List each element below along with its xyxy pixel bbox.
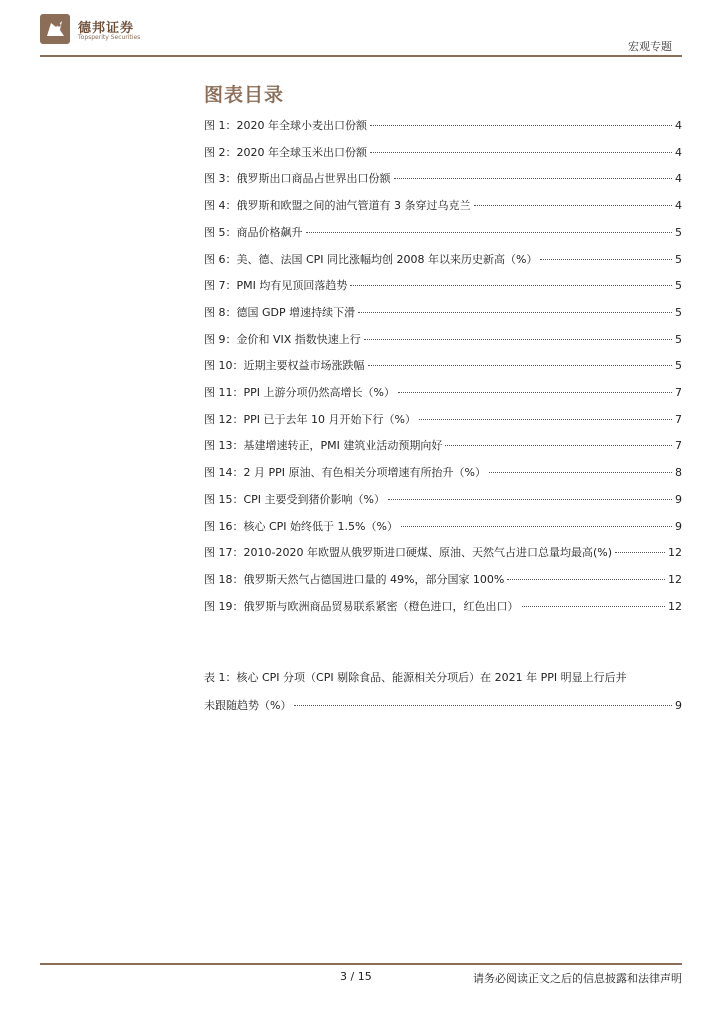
toc-entry-page: 5: [675, 252, 682, 266]
page-header: [40, 10, 682, 58]
toc-entry-label: 图 13：基建增速转正，PMI 建筑业活动预期向好: [204, 439, 443, 453]
logo-chinese-name: 德邦证券: [78, 21, 135, 36]
toc-title: 图表目录: [204, 84, 285, 106]
toc-entry-page: 12: [668, 599, 682, 613]
dot-leader: [489, 472, 672, 473]
dot-leader: [370, 152, 672, 153]
toc-entry-page: 4: [675, 199, 682, 213]
toc-entry-page: 5: [675, 359, 682, 373]
toc-entry[interactable]: [204, 598, 682, 616]
toc-entry-page: 4: [675, 145, 682, 159]
dot-leader: [294, 705, 672, 706]
toc-entry[interactable]: [204, 491, 682, 509]
section-tag: 宏观专题: [628, 40, 672, 53]
toc-entry-label: 图 2：2020 年全球玉米出口份额: [204, 145, 367, 159]
dot-leader: [394, 178, 673, 179]
toc-entry-page: 7: [675, 386, 682, 399]
toc-entry-label: 图 18：俄罗斯天然气占德国进口量的 49%，部分国家 100%: [204, 572, 505, 586]
toc-entry-label: 图 12：PPI 已于去年 10 月开始下行（%）: [204, 412, 416, 426]
toc-entry-label: 图 9：金价和 VIX 指数快速上行: [204, 332, 361, 346]
toc-entry-label: 图 5：商品价格飙升: [204, 225, 303, 239]
table-entry-label-line2: 未跟随趋势（%）: [204, 699, 292, 712]
dot-leader: [507, 579, 665, 580]
dot-leader: [401, 526, 672, 527]
toc-entry-page: 5: [675, 305, 682, 319]
toc-entry-label: 图 11：PPI 上游分项仍然高增长（%）: [204, 386, 395, 399]
dot-leader: [398, 392, 672, 393]
page-number: 3 / 15: [340, 970, 372, 983]
dot-leader: [540, 259, 672, 260]
toc-entry-label: 图 19：俄罗斯与欧洲商品贸易联系紧密（橙色进口，红色出口）: [204, 599, 519, 613]
logo-english-name: Topsperity Securities: [78, 34, 141, 41]
dot-leader: [445, 445, 672, 446]
footer-divider: [40, 963, 682, 965]
toc-entry[interactable]: [204, 544, 682, 562]
toc-entry[interactable]: [204, 251, 682, 269]
toc-entry-page: 12: [668, 546, 682, 560]
legal-disclaimer: 请务必阅读正文之后的信息披露和法律声明: [473, 972, 682, 985]
dot-leader: [474, 205, 673, 206]
toc-entry-label: 图 17：2010-2020 年欧盟从俄罗斯进口硬煤、原油、天然气占进口总量均最高(%): [204, 546, 612, 560]
toc-entry[interactable]: [204, 170, 682, 188]
dot-leader: [522, 606, 666, 607]
toc-entry[interactable]: [204, 437, 682, 455]
toc-entry-label: 图 16：核心 CPI 始终低于 1.5%（%）: [204, 519, 398, 533]
table-entry-label-line1: 表 1：核心 CPI 分项（CPI 剔除食品、能源相关分项后）在 2021 年 PPI 明显上行后并: [204, 671, 627, 684]
toc-entry[interactable]: [204, 384, 682, 402]
dot-leader: [388, 499, 672, 500]
toc-entry[interactable]: [204, 224, 682, 242]
dot-leader: [419, 419, 672, 420]
toc-entry-page: 9: [675, 492, 682, 506]
toc-entry[interactable]: [204, 197, 682, 215]
toc-entry-label: 图 8：德国 GDP 增速持续下滑: [204, 305, 356, 319]
dot-leader: [306, 232, 673, 233]
dot-leader: [370, 125, 672, 126]
toc-entry[interactable]: [204, 277, 682, 295]
toc-entry-page: 4: [675, 172, 682, 186]
toc-entry-page: 8: [675, 466, 682, 480]
toc-entry[interactable]: [204, 571, 682, 589]
toc-entry-label: 图 15：CPI 主要受到猪价影响（%）: [204, 492, 385, 506]
toc-entry[interactable]: [204, 411, 682, 429]
toc-entry[interactable]: [204, 304, 682, 322]
logo-emblem-icon: [40, 14, 70, 44]
toc-entry-label: 图 1：2020 年全球小麦出口份额: [204, 119, 367, 132]
dot-leader: [364, 339, 672, 340]
toc-entry-page: 12: [668, 572, 682, 586]
dot-leader: [350, 285, 672, 286]
toc-entry[interactable]: [204, 464, 682, 482]
toc-entry[interactable]: [204, 117, 682, 135]
toc-entry[interactable]: [204, 144, 682, 162]
toc-entry-page: 7: [675, 439, 682, 453]
toc-entry-page: 5: [675, 279, 682, 293]
toc-entry-page: 7: [675, 412, 682, 426]
toc-entry[interactable]: [204, 331, 682, 349]
toc-entry-label: 图 14：2 月 PPI 原油、有色相关分项增速有所抬升（%）: [204, 466, 486, 480]
toc-entry-label: 图 4：俄罗斯和欧盟之间的油气管道有 3 条穿过乌克兰: [204, 199, 471, 213]
header-divider: [40, 55, 682, 57]
toc-entry-page: 5: [675, 332, 682, 346]
company-logo: [40, 14, 160, 48]
toc-entry-label: 图 7：PMI 均有见顶回落趋势: [204, 279, 348, 293]
toc-entry-label: 图 10：近期主要权益市场涨跌幅: [204, 359, 365, 373]
toc-entry-label: 图 6：美、德、法国 CPI 同比涨幅均创 2008 年以来历史新高（%）: [204, 252, 538, 266]
dot-leader: [358, 312, 672, 313]
toc-entry-page: 5: [675, 225, 682, 239]
toc-entry-label: 图 3：俄罗斯出口商品占世界出口份额: [204, 172, 391, 186]
toc-entry[interactable]: [204, 518, 682, 536]
toc-entry-page: 4: [675, 119, 682, 132]
dot-leader: [615, 552, 665, 553]
toc-entry[interactable]: [204, 357, 682, 375]
table-entry-page: 9: [675, 699, 682, 712]
toc-entry-page: 9: [675, 519, 682, 533]
dot-leader: [368, 365, 673, 366]
